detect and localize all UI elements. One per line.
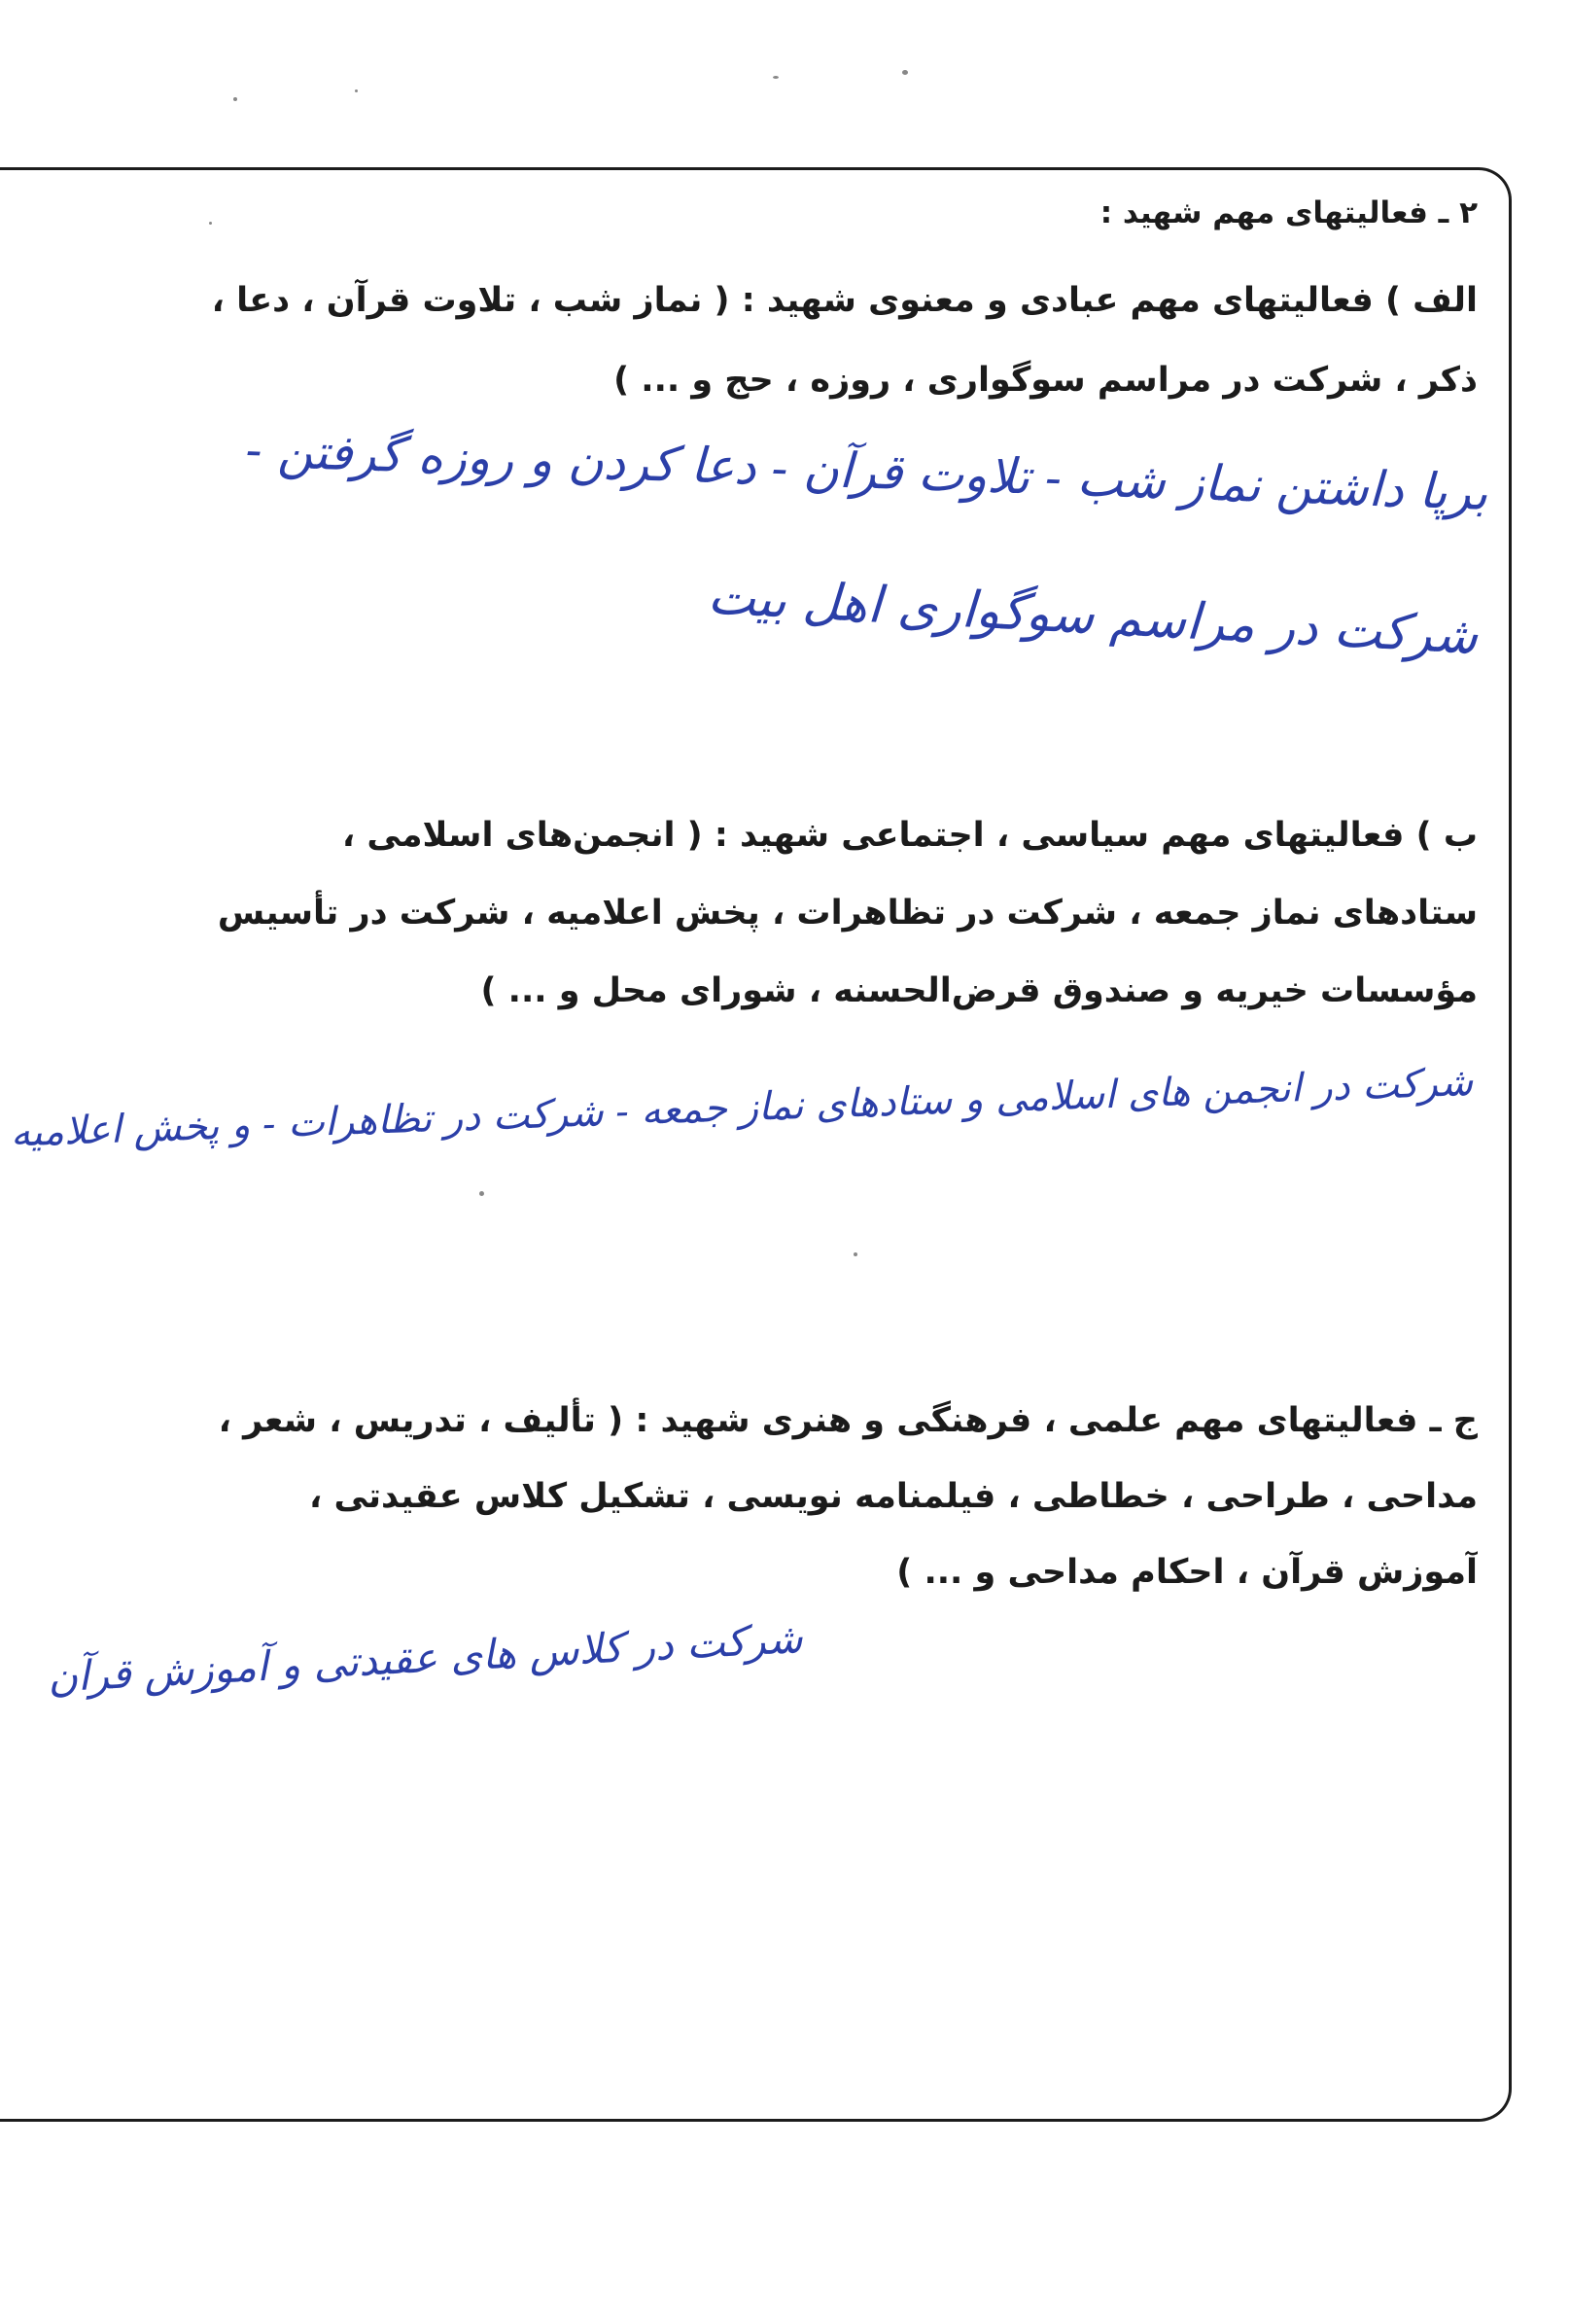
section-a-line-2: ذکر ، شرکت در مراسم سوگواری ، روزه ، حج و ... ) [613,361,1478,400]
section-heading: ۲ ـ فعالیتهای مهم شهید : [1099,195,1478,230]
section-b-line-1: ب ) فعالیتهای مهم سیاسی ، اجتماعی شهید : ( انجمن‌های اسلامی ، [341,816,1478,855]
section-b-line-3: مؤسسات خیریه و صندوق قرض‌الحسنه ، شورای محل و ... ) [480,971,1478,1010]
section-a-line-1: الف ) فعالیتهای مهم عبادی و معنوی شهید : ( نماز شب ، تلاوت قرآن ، دعا ، [211,281,1478,320]
section-c-line-2: مداحی ، طراحی ، خطاطی ، فیلمنامه نویسی ، تشکیل کلاس عقیدتی ، [309,1477,1478,1516]
section-b-line-2: ستادهای نماز جمعه ، شرکت در تظاهرات ، پخش اعلامیه ، شرکت در تأسیس [217,894,1478,933]
section-c-line-1: ج ـ فعالیتهای مهم علمی ، فرهنگی و هنری شهید : ( تألیف ، تدریس ، شعر ، [218,1401,1478,1440]
handwritten-answer-b: شرکت در انجمن های اسلامی و ستادهای نماز جمعه - شرکت در تظاهرات - و پخش اعلامیه [10,1060,1474,1156]
handwritten-answer-a-line-2: شرکت در مراسم سوگواری اهل بیت [706,567,1480,666]
section-c-line-3: آموزش قرآن ، احکام مداحی و ... ) [896,1553,1478,1592]
handwritten-answer-a-line-1: برپا داشتن نماز شب - تلاوت قرآن - دعا کردن و روزه گرفتن - [244,421,1489,521]
handwritten-answer-c: شرکت در کلاس های عقیدتی و آموزش قرآن [46,1614,804,1702]
